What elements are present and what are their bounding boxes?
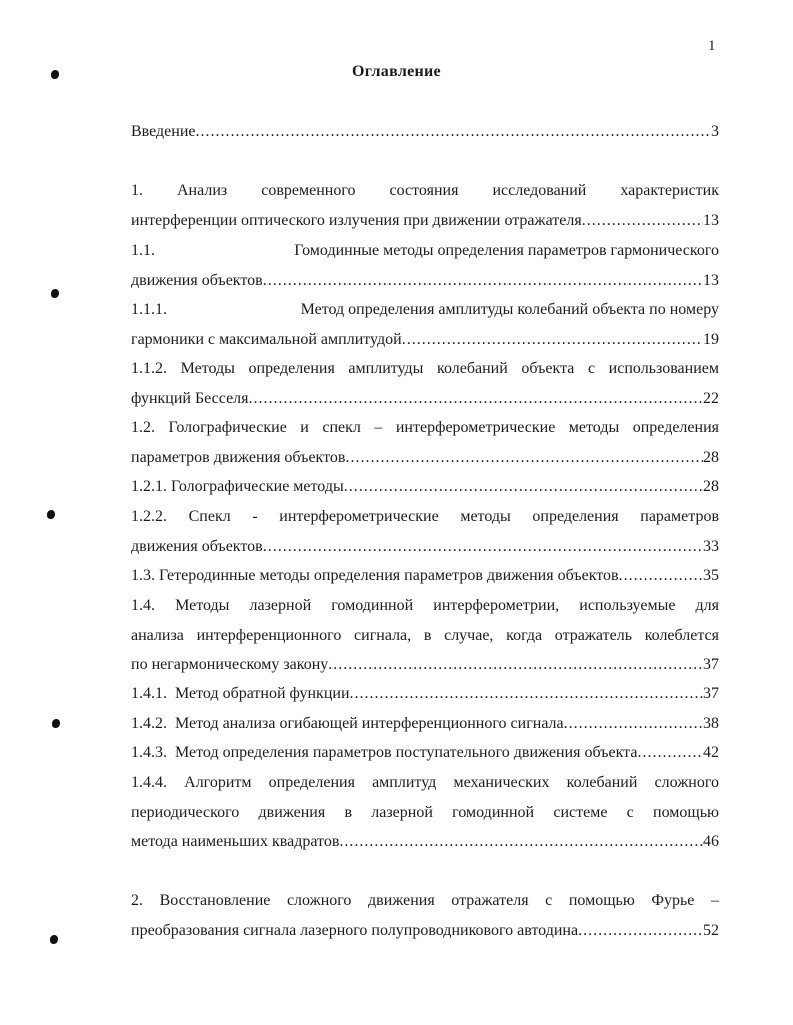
title-word: характеристик (620, 182, 719, 199)
toc-entry-title: Гомодинные методы определения параметров гармонического (294, 242, 719, 259)
dot-leader (345, 443, 703, 473)
binding-mark (50, 935, 58, 944)
toc-entry-1-1[interactable] (131, 236, 719, 295)
dot-leader (578, 916, 703, 946)
toc-entry-title: 1.4.3. Метод определения параметров поступательного движения объекта (131, 744, 638, 761)
toc-page-number: 28 (703, 448, 719, 466)
toc-entry-1-2-1[interactable] (131, 472, 719, 502)
toc-entry-title-line (131, 176, 719, 206)
toc-entry-1-3[interactable] (131, 561, 719, 591)
toc-page-number: 37 (703, 656, 719, 673)
toc-entry-1[interactable] (131, 176, 719, 235)
title-word: Анализ (177, 182, 228, 199)
page-title: Оглавление (352, 63, 441, 80)
page-number: 1 (708, 38, 716, 54)
toc-entry-1-4-3[interactable] (131, 738, 719, 768)
toc-entry-intro[interactable] (131, 117, 719, 147)
toc-entry-title-line: 1.4.4. Алгоритм определения амплитуд механических колебаний сложного (131, 774, 719, 791)
toc-entry-title: по негармоническому закону (131, 656, 329, 673)
toc-entry-title: интерференции оптического излучения при движении отражателя (131, 211, 582, 229)
toc-entry-title: 1.4.1. Метод обратной функции (131, 685, 350, 702)
binding-mark (47, 510, 55, 519)
title-word: исследований (492, 182, 587, 199)
dot-leader (249, 384, 703, 414)
toc-entry-2[interactable] (131, 886, 719, 945)
toc-entry-1-4[interactable] (131, 591, 719, 680)
dot-leader (402, 325, 703, 355)
toc-entry-title-line (131, 295, 719, 325)
section-number: 1.1.1. (131, 301, 167, 318)
toc-entry-title-line: 2. Восстановление сложного движения отражателя с помощью Фурье – (131, 892, 719, 909)
toc-page-number: 19 (703, 330, 719, 348)
toc-entry-title-line: анализа интерференционного сигнала, в случае, когда отражатель колеблется (131, 626, 719, 644)
toc-entry-1-1-2[interactable] (131, 354, 719, 413)
section-number: 1.1. (131, 242, 155, 259)
toc-entry-title: движения объектов (131, 271, 263, 289)
toc-page-number: 38 (703, 715, 719, 732)
toc-entry-title: 1.3. Гетеродинные методы определения параметров движения объектов (131, 567, 619, 584)
toc-page-number: 42 (703, 744, 719, 761)
toc-entry-1-2[interactable] (131, 413, 719, 472)
toc-page-number: 33 (703, 537, 719, 555)
toc-entry-1-2-2[interactable] (131, 502, 719, 561)
toc-entry-title-line (131, 236, 719, 266)
dot-leader (582, 206, 703, 236)
title-word: современного (261, 182, 356, 199)
toc-page-number: 13 (703, 271, 719, 289)
dot-leader (263, 532, 703, 562)
dot-leader (344, 472, 703, 502)
dot-leader (350, 679, 703, 709)
toc-entry-title-line: 1.4. Методы лазерной гомодинной интерферометрии, используемые для (131, 597, 719, 614)
toc-entry-title: параметров движения объектов (131, 448, 346, 466)
dot-leader (564, 709, 703, 739)
section-number: 1. (131, 182, 143, 199)
toc-entry-title: Введение (131, 123, 196, 140)
binding-mark (52, 719, 60, 728)
toc-entry-title-line: периодического движения в лазерной гомодинной системе с помощью (131, 803, 719, 821)
toc-entry-title-line: 1.2. Голографические и спекл – интерферометрические методы определения (131, 419, 719, 436)
toc-entry-1-4-4[interactable] (131, 768, 719, 857)
toc-page-number: 22 (703, 389, 719, 407)
toc-entry-title: гармоники с максимальной амплитудой (131, 330, 402, 348)
toc-page-number: 37 (703, 685, 719, 702)
dot-leader (196, 117, 712, 147)
toc-entry-title: функций Бесселя (131, 389, 249, 407)
toc-entry-title: Метод определения амплитуды колебаний объекта по номеру (300, 301, 719, 318)
toc-page-number: 3 (711, 123, 719, 140)
binding-mark (51, 289, 59, 298)
toc-entry-title-line: 1.2.2. Спекл - интерферометрические методы определения параметров (131, 508, 719, 525)
toc-entry-1-4-2[interactable] (131, 709, 719, 739)
title-word: состояния (389, 182, 459, 199)
toc-entry-title: преобразования сигнала лазерного полупроводникового автодина (131, 921, 579, 939)
dot-leader (328, 650, 703, 680)
toc-entry-title: 1.4.2. Метод анализа огибающей интерференционного сигнала (131, 715, 564, 732)
toc-page-number: 52 (703, 921, 719, 939)
dot-leader (263, 266, 703, 296)
toc-entry-title: метода наименьших квадратов (131, 833, 340, 850)
toc-page-number: 35 (703, 567, 719, 584)
toc-page-number: 46 (703, 833, 719, 850)
toc-entry-1-1-1[interactable] (131, 295, 719, 354)
dot-leader (637, 738, 703, 768)
dot-leader (619, 561, 703, 591)
toc-entry-title: движения объектов (131, 537, 263, 555)
toc-page-number: 13 (703, 211, 719, 229)
toc-entry-title-line: 1.1.2. Методы определения амплитуды колебаний объекта с использованием (131, 360, 719, 377)
toc-page-number: 28 (703, 478, 719, 495)
toc-entry-title: 1.2.1. Голографические методы (131, 478, 344, 495)
toc-entry-1-4-1[interactable] (131, 679, 719, 709)
dot-leader (339, 827, 703, 857)
